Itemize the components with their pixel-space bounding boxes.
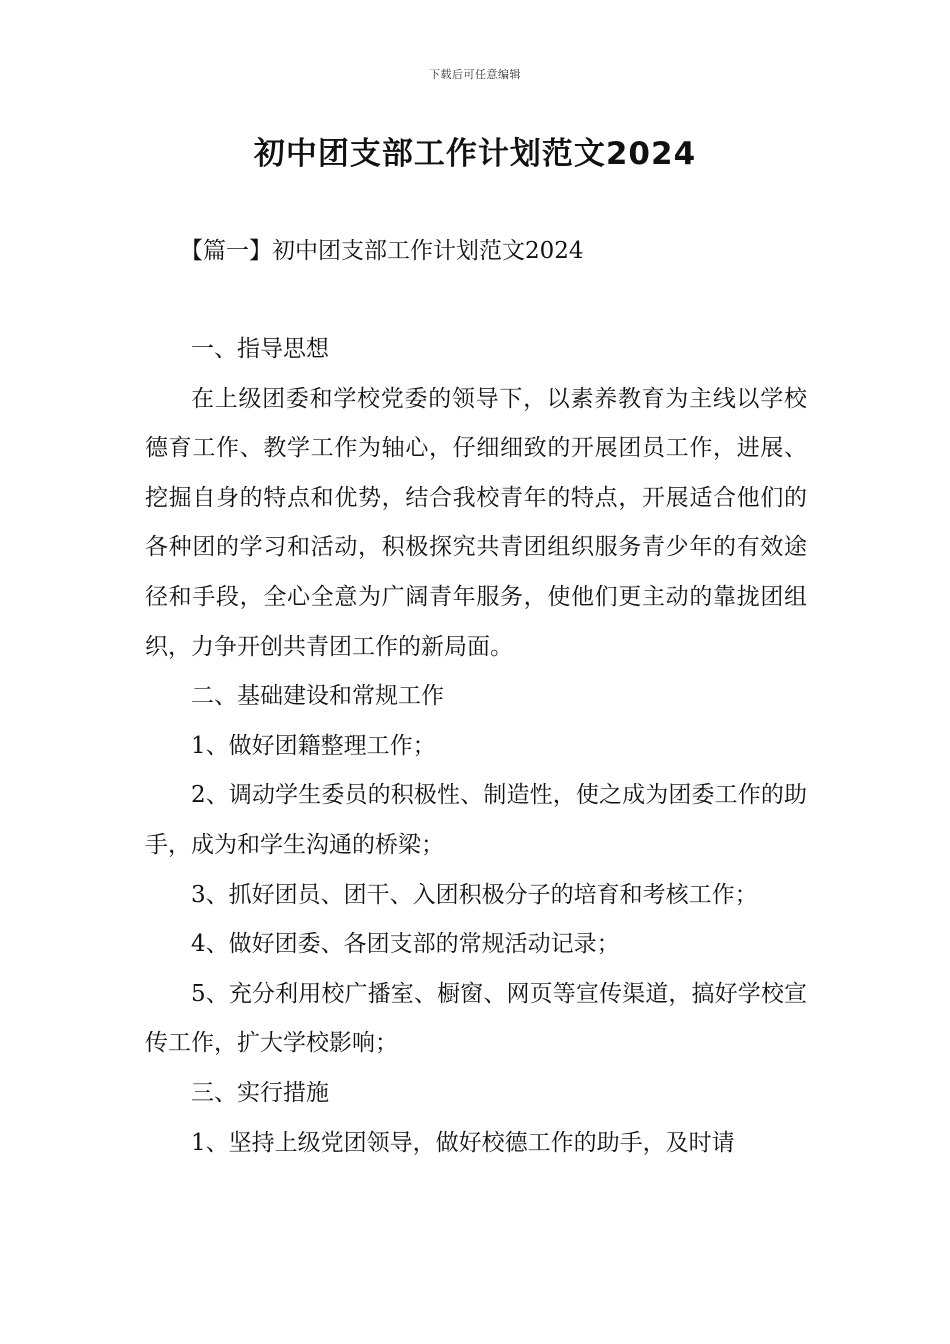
- heading-basic-work: 二、基础建设和常规工作: [191, 683, 444, 710]
- list-item-4: 4、做好团委、各团支部的常规活动记录；: [191, 931, 620, 958]
- document-body: [145, 325, 807, 1168]
- measure-item-1: 1、坚持上级党团领导，做好校德工作的助手，及时请: [191, 1129, 735, 1156]
- section-heading: 【篇一】初中团支部工作计划范文2024: [180, 238, 584, 264]
- heading-guiding-ideology: 一、指导思想: [191, 336, 329, 362]
- list-item-5: 5、充分利用校广播室、橱窗、网页等宣传渠道，搞好学校宣传工作，扩大学校影响；: [145, 980, 807, 1057]
- heading-measures: 三、实行措施: [191, 1079, 329, 1106]
- list-item-3: 3、抓好团员、团干、入团积极分子的培育和考核工作；: [191, 881, 758, 908]
- list-item-1: 1、做好团籍整理工作；: [191, 732, 436, 759]
- list-item-2: 2、调动学生委员的积极性、制造性，使之成为团委工作的助手，成为和学生沟通的桥梁；: [145, 782, 807, 858]
- paragraph-guiding-ideology: 在上级团委和学校党委的领导下，以素养教育为主线以学校德育工作、教学工作为轴心，仔细细致的开展团员工作，进展、挖掘自身的特点和优势，结合我校青年的特点，开展适合他们的各种团的学习和活动，积极探究共青团组织服务青少年的有效途径和手段，全心全意为广阔青年服务，使他们更主动的靠拢团组织，力争开创共青团工作的新局面。: [145, 385, 807, 660]
- document-title: 初中团支部工作计划范文2024: [253, 136, 697, 172]
- header-note: 下载后可任意编辑: [429, 68, 521, 81]
